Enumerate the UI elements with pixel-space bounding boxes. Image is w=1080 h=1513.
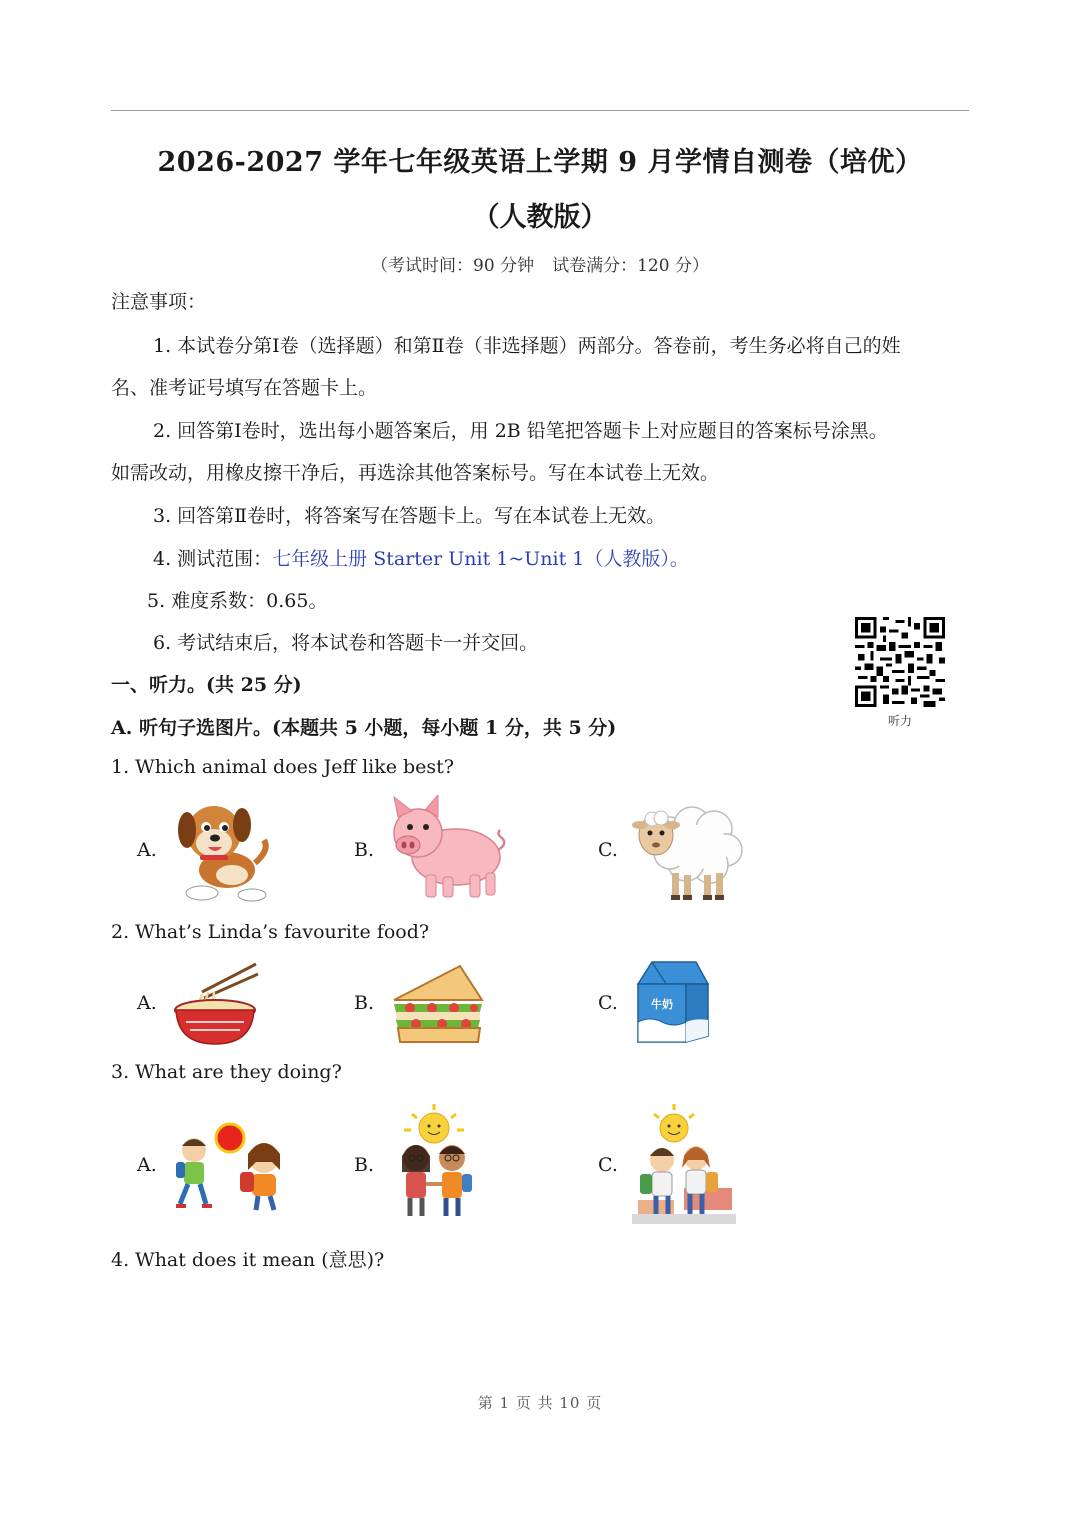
q2-option-c-label[interactable]: C.	[598, 992, 618, 1014]
kids-talking-icon[interactable]	[632, 1102, 736, 1226]
page-footer: 第 1 页 共 10 页	[477, 1394, 603, 1412]
qr-caption: 听力	[887, 714, 912, 728]
question-3-text: 3. What are they doing?	[111, 1061, 342, 1083]
page-title: 2026-2027 学年七年级英语上学期 9 月学情自测卷（培优）	[157, 147, 923, 178]
q2-option-a-label[interactable]: A.	[137, 992, 157, 1014]
milk-carton-icon[interactable]	[632, 958, 712, 1046]
qr-code-icon[interactable]	[855, 617, 945, 707]
milk-label: 牛奶	[651, 998, 673, 1011]
q3-option-a-label[interactable]: A.	[137, 1154, 157, 1176]
q1-option-a-label[interactable]: A.	[137, 839, 157, 861]
note-item-1-cont: 名、准考证号填写在答题卡上。	[111, 377, 378, 399]
page-subtitle: （人教版）	[472, 202, 608, 233]
kids-walking-icon[interactable]	[172, 1122, 290, 1214]
sandwich-icon[interactable]	[390, 960, 486, 1046]
question-4-text: 4. What does it mean (意思)?	[111, 1249, 385, 1271]
note-item-5: 5. 难度系数：0.65。	[147, 590, 328, 612]
note-item-3: 3. 回答第Ⅱ卷时，将答案写在答题卡上。写在本试卷上无效。	[153, 505, 666, 527]
q1-option-c-label[interactable]: C.	[598, 839, 618, 861]
q2-option-b-label[interactable]: B.	[354, 992, 375, 1014]
question-1-text: 1. Which animal does Jeff like best?	[111, 756, 454, 778]
full-score: 试卷满分：120 分）	[552, 256, 709, 276]
sheep-icon[interactable]	[630, 795, 748, 903]
test-scope: 七年级上册 Starter Unit 1~Unit 1（人教版）。	[272, 548, 689, 570]
question-2-text: 2. What’s Linda’s favourite food?	[111, 921, 430, 943]
puppy-icon[interactable]	[172, 795, 272, 905]
exam-time: （考试时间：90 分钟	[371, 256, 535, 276]
note-item-1: 1. 本试卷分第Ⅰ卷（选择题）和第Ⅱ卷（非选择题）两部分。答卷前，考生务必将自己的姓	[153, 335, 901, 357]
noodles-icon[interactable]	[172, 960, 260, 1046]
note-item-2-cont: 如需改动，用橡皮擦干净后，再选涂其他答案标号。写在本试卷上无效。	[111, 462, 720, 484]
section-heading-listening: 一、听力。(共 25 分)	[111, 674, 302, 696]
top-rule	[111, 110, 969, 111]
notes-heading: 注意事项：	[111, 291, 207, 313]
exam-meta	[0, 251, 1080, 276]
q1-option-b-label[interactable]: B.	[354, 839, 375, 861]
part-a-heading: A. 听句子选图片。(本题共 5 小题，每小题 1 分，共 5 分)	[111, 717, 617, 739]
pig-icon[interactable]	[388, 795, 510, 903]
note-item-4	[153, 544, 689, 571]
kids-holding-hands-icon[interactable]	[392, 1102, 476, 1226]
note-item-4-label: 4. 测试范围：	[153, 548, 273, 570]
note-item-6: 6. 考试结束后，将本试卷和答题卡一并交回。	[153, 632, 539, 654]
q3-option-c-label[interactable]: C.	[598, 1154, 618, 1176]
q3-option-b-label[interactable]: B.	[354, 1154, 375, 1176]
note-item-2: 2. 回答第Ⅰ卷时，选出每小题答案后，用 2B 铅笔把答题卡上对应题目的答案标号涂黑。	[153, 420, 888, 442]
